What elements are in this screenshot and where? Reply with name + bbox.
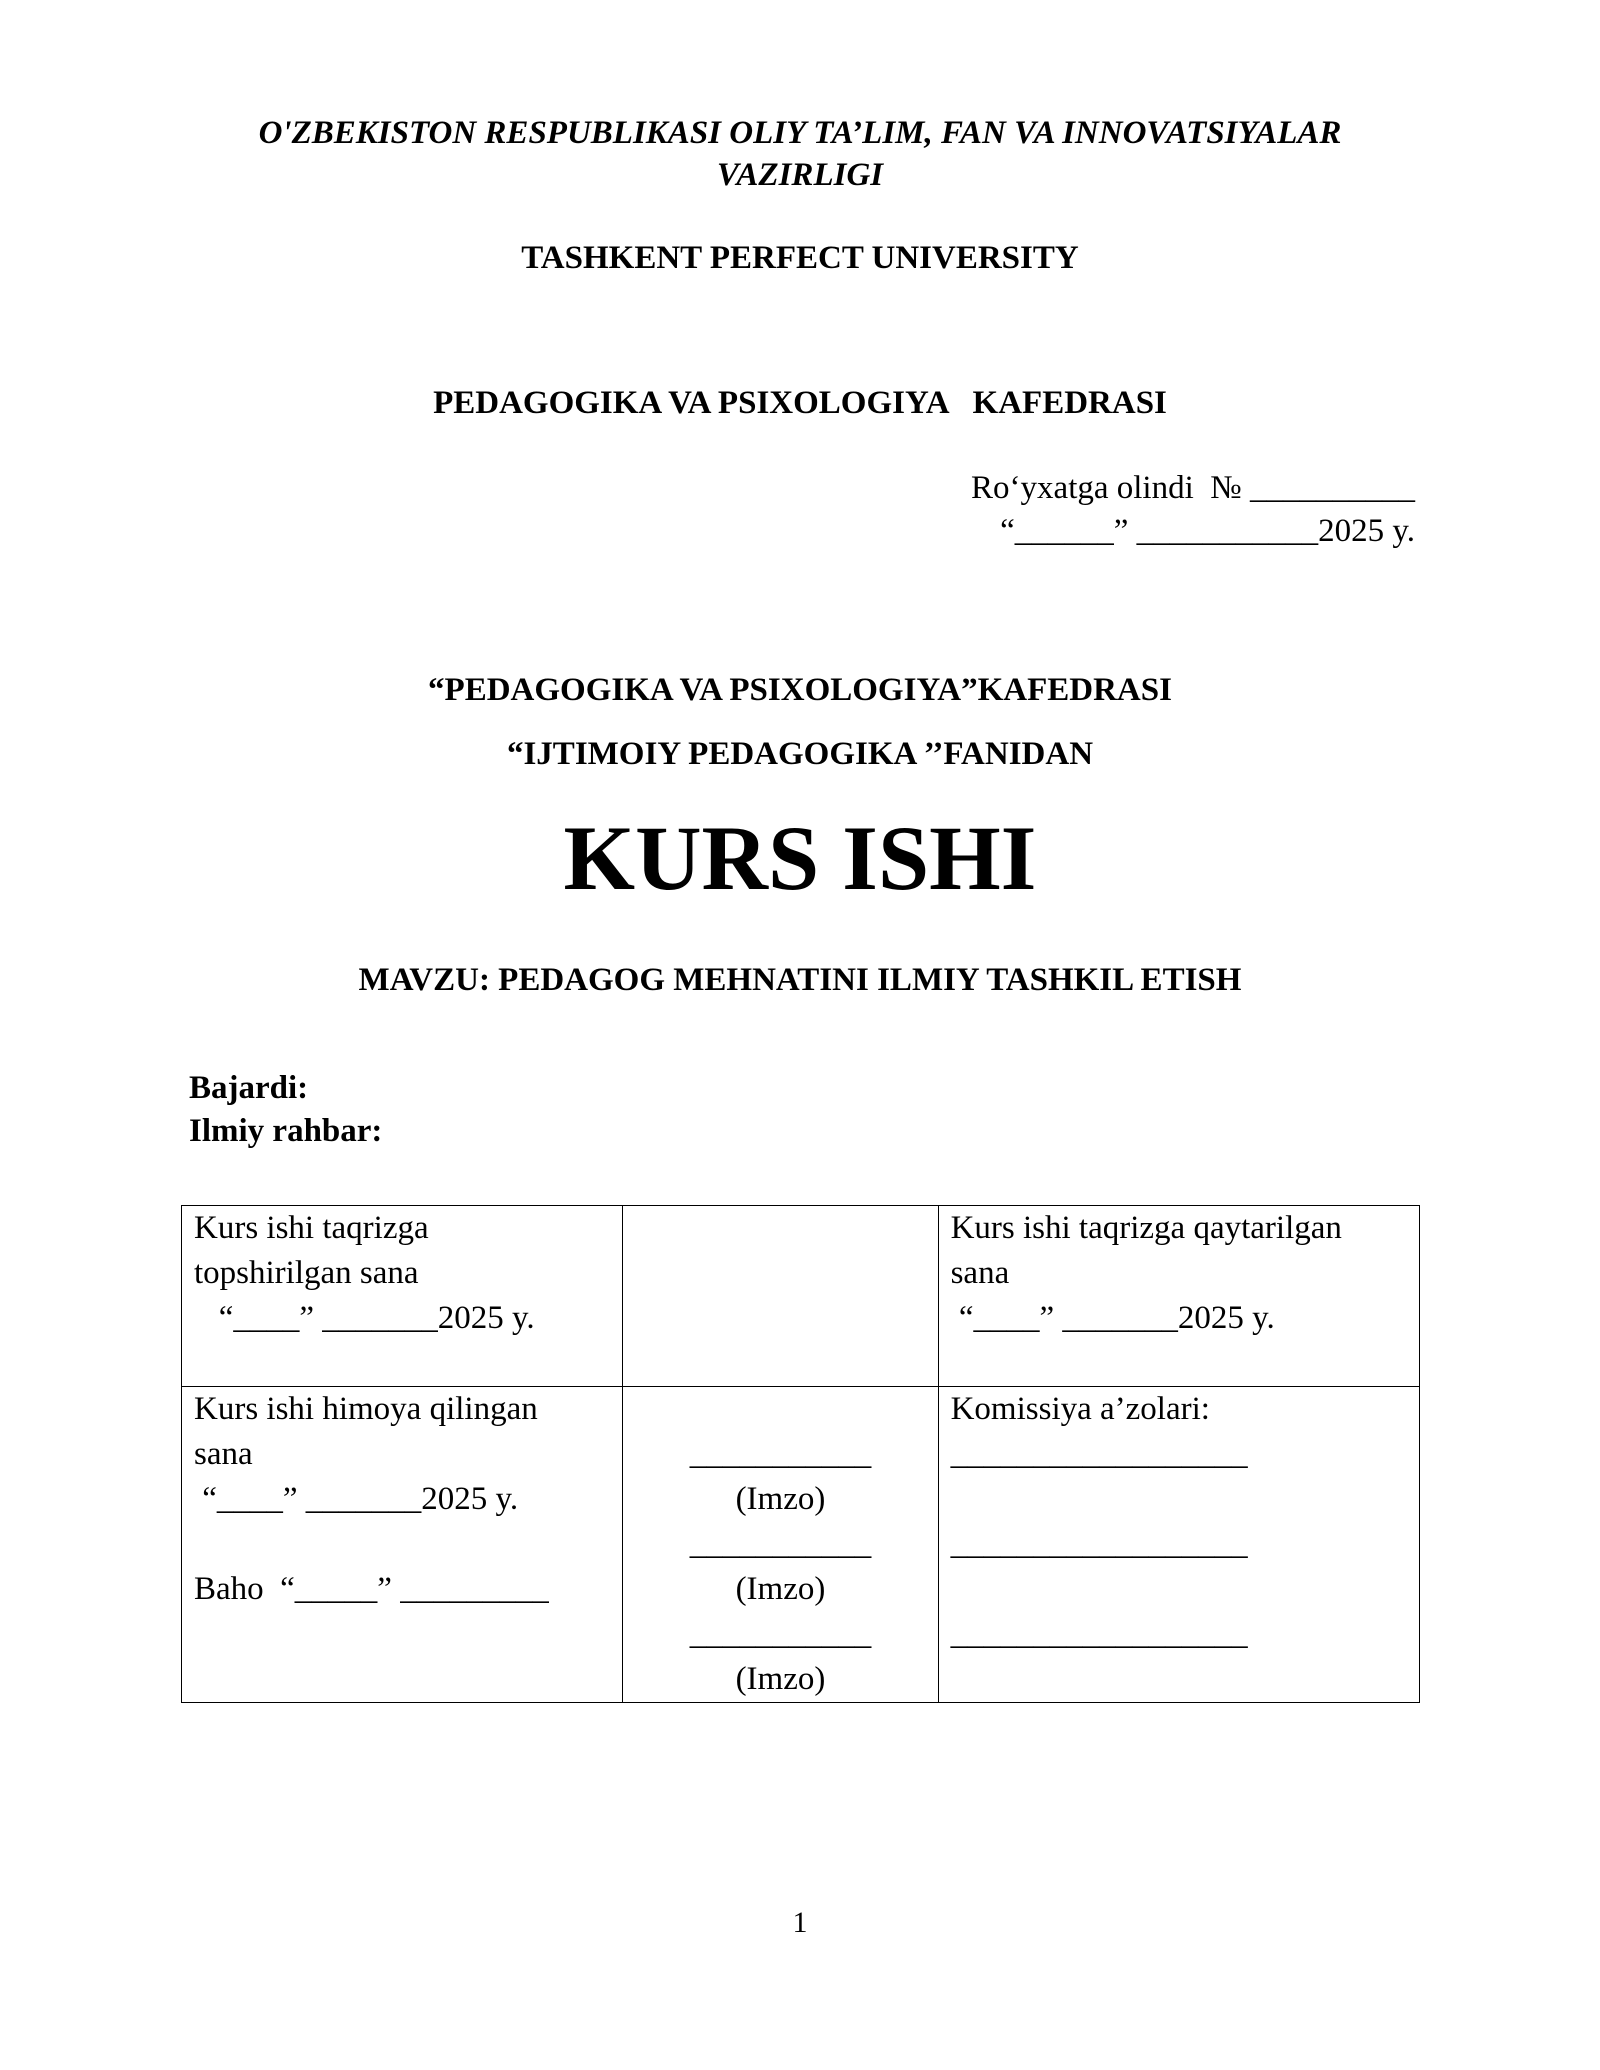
ministry-heading xyxy=(0,112,1600,196)
empty-cell xyxy=(623,1206,938,1387)
returned-date: “____” _______2025 y. xyxy=(950,1300,1275,1336)
defended-label-line-2: sana xyxy=(194,1436,253,1472)
signature-label: (Imzo) xyxy=(735,1571,826,1607)
submitted-date-cell xyxy=(182,1206,623,1387)
signature-cell xyxy=(623,1387,938,1703)
signature-line: ___________ xyxy=(689,1616,872,1652)
review-table xyxy=(181,1205,1420,1703)
signature-line: ___________ xyxy=(689,1526,872,1562)
signature-line: ___________ xyxy=(689,1436,872,1472)
page-number: 1 xyxy=(792,1906,808,1939)
signature-label: (Imzo) xyxy=(735,1481,826,1517)
defended-label-line-1: Kurs ishi himoya qilingan xyxy=(194,1391,538,1427)
supervisor-label: Ilmiy rahbar: xyxy=(189,1113,383,1149)
department-heading: PEDAGOGIKA VA PSIXOLOGIYA KAFEDRASI xyxy=(433,385,1167,421)
grade-field: Baho “_____” _________ xyxy=(194,1571,549,1607)
commission-line: __________________ xyxy=(950,1616,1248,1652)
course-topic: MAVZU: PEDAGOG MEHNATINI ILMIY TASHKIL ETISH xyxy=(358,962,1242,998)
returned-date-cell xyxy=(938,1206,1419,1387)
returned-label-line-2: sana xyxy=(950,1255,1010,1291)
registration-number: Ro‘yxatga olindi № __________ xyxy=(971,470,1415,506)
submitted-label-line-1: Kurs ishi taqrizga xyxy=(194,1210,429,1246)
defense-cell xyxy=(182,1387,623,1703)
commission-cell xyxy=(938,1387,1419,1703)
commission-label: Komissiya a’zolari: xyxy=(950,1391,1210,1427)
course-subject: “IJTIMOIY PEDAGOGIKA ’’FANIDAN xyxy=(506,736,1094,772)
registration-date: “______” ___________2025 y. xyxy=(1000,513,1415,549)
returned-label-line-1: Kurs ishi taqrizga qaytarilgan xyxy=(950,1210,1342,1246)
performed-by-label: Bajardi: xyxy=(189,1070,309,1106)
commission-line: __________________ xyxy=(950,1526,1248,1562)
defended-date: “____” _______2025 y. xyxy=(194,1481,519,1517)
table-row xyxy=(182,1206,1420,1387)
university-name: TASHKENT PERFECT UNIVERSITY xyxy=(521,240,1079,276)
ministry-line-2: VAZIRLIGI xyxy=(716,157,884,193)
submitted-date: “____” _______2025 y. xyxy=(194,1300,535,1336)
submitted-label-line-2: topshirilgan sana xyxy=(194,1255,419,1291)
ministry-line-1: O'ZBEKISTON RESPUBLIKASI OLIY TA’LIM, FAN VA INNOVATSIYALAR xyxy=(258,115,1342,151)
table-row xyxy=(182,1387,1420,1703)
signature-label: (Imzo) xyxy=(735,1661,826,1697)
commission-line: __________________ xyxy=(950,1436,1248,1472)
document-title: KURS ISHI xyxy=(563,807,1037,909)
course-department: “PEDAGOGIKA VA PSIXOLOGIYA”KAFEDRASI xyxy=(428,672,1172,708)
